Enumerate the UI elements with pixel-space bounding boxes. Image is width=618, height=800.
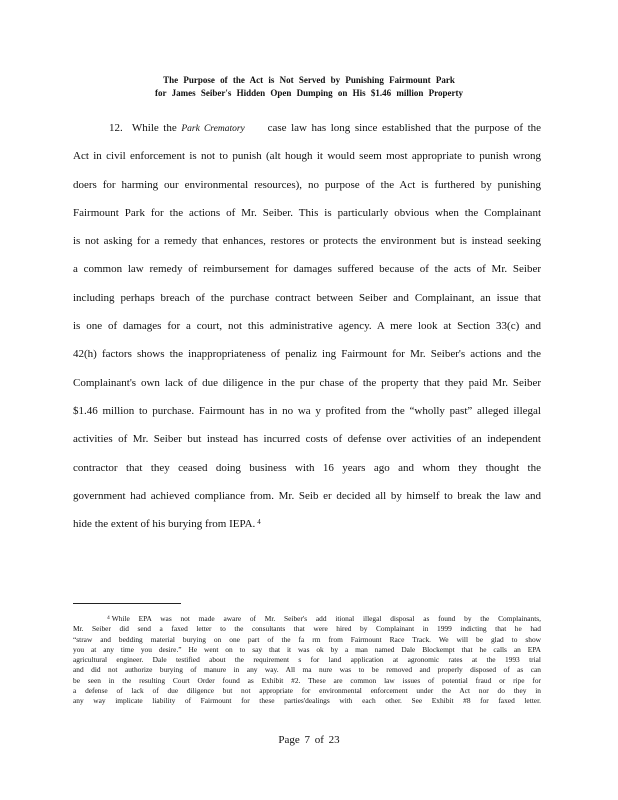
footnote-marker: 4 <box>107 615 110 621</box>
paragraph-line: a common law remedy of reimbursement for damages suffered because of the acts of Mr. Seiber <box>73 263 541 276</box>
paragraph-line: $1.46 million to purchase. Fairmount has in no wa y profited from the “wholly past” alleged illegal <box>73 404 541 417</box>
footnote-line: Mr. Seiber did send a faxed letter to the consultants that were hired by Complainant in 1999 indicting that he had <box>73 624 541 634</box>
footnote-reference[interactable]: 4 <box>257 518 261 527</box>
page-number: Page 7 of 23 <box>278 734 340 746</box>
paragraph-text: hide the extent of his burying from IEPA. <box>73 518 256 531</box>
paragraph-line: including perhaps breach of the purchase contract between Seiber and Complainant, an issue that <box>73 291 541 304</box>
footnote-line: be seen in the resulting Court Order found as Exhibit #2. These are common law issues of potential fraud or ripe for <box>73 675 541 685</box>
paragraph-line: doers for harming our environmental resources), no purpose of the Act is furthered by punishing <box>73 178 541 191</box>
heading-line-1: The Purpose of the Act is Not Served by Punishing Fairmount Park <box>163 75 455 85</box>
paragraph-text: case law has long since established that the purpose of the <box>267 122 541 134</box>
paragraph-line <box>73 510 541 538</box>
paragraph-number: 12. <box>109 122 123 134</box>
footnote-line: “straw and bedding material burying on one part of the fa rm from Fairmount Race Track. We will be glad to show <box>73 634 541 644</box>
footnote-line: any way implicate liability of Fairmount for these parties'dealings with each other. See Exhibit #8 for faxed letter. <box>73 696 541 706</box>
paragraph-line: Act in civil enforcement is not to punish (alt hough it would seem most appropriate to punish wrong <box>73 150 541 163</box>
heading-line-2: for James Seiber's Hidden Open Dumping on His $1.46 million Property <box>155 88 463 98</box>
paragraph-line: 42(h) factors shows the inappropriateness of penaliz ing Fairmount for Mr. Seiber's actions and the <box>73 348 541 361</box>
paragraph-line: contractor that they ceased doing business with 16 years ago and whom they thought the <box>73 461 541 474</box>
paragraph-line: activities of Mr. Seiber but instead has incurred costs of defense over activities of an independent <box>73 433 541 446</box>
paragraph-text: While the <box>131 122 177 134</box>
paragraph-line: government had achieved compliance from. Mr. Seib er decided all by himself to break the law and <box>73 489 541 502</box>
footnote-line <box>73 614 541 624</box>
paragraph-line: is not asking for a remedy that enhances, restores or protects the environment but is instead seeking <box>73 235 541 248</box>
footnote-line: a defense of lack of due diligence but not appropriate for environmental enforcement under the Act nor do they in <box>73 686 541 696</box>
footnote-4 <box>73 614 541 707</box>
case-name: Park Crematory <box>181 124 245 134</box>
paragraph-line <box>73 114 541 142</box>
section-heading <box>60 74 558 100</box>
footnote-line: you at any time you desire.” He went on to say that it was ok by a man named Dale Blockempt that he calls an EPA <box>73 644 541 654</box>
footnote-separator <box>73 603 181 604</box>
footnote-line: and did not authorize burying of manure in any way. All ma nure was to be removed and properly disposed of as can <box>73 665 541 675</box>
paragraph-line: Fairmount Park for the actions of Mr. Seiber. This is particularly obvious when the Complainant <box>73 206 541 219</box>
paragraph-12 <box>73 114 541 538</box>
paragraph-line: is one of damages for a court, not this administrative agency. A mere look at Section 33(c) and <box>73 320 541 333</box>
footnote-line: agricultural engineer. Dale testified about the requirement s for land application at agronomic rates at the 1993 trial <box>73 655 541 665</box>
footnote-text: While EPA was not made aware of Mr. Seiber's add itional illegal disposal as found by the Complainants, <box>111 614 541 623</box>
paragraph-line: Complainant's own lack of due diligence in the pur chase of the property that they paid Mr. Seiber <box>73 376 541 389</box>
